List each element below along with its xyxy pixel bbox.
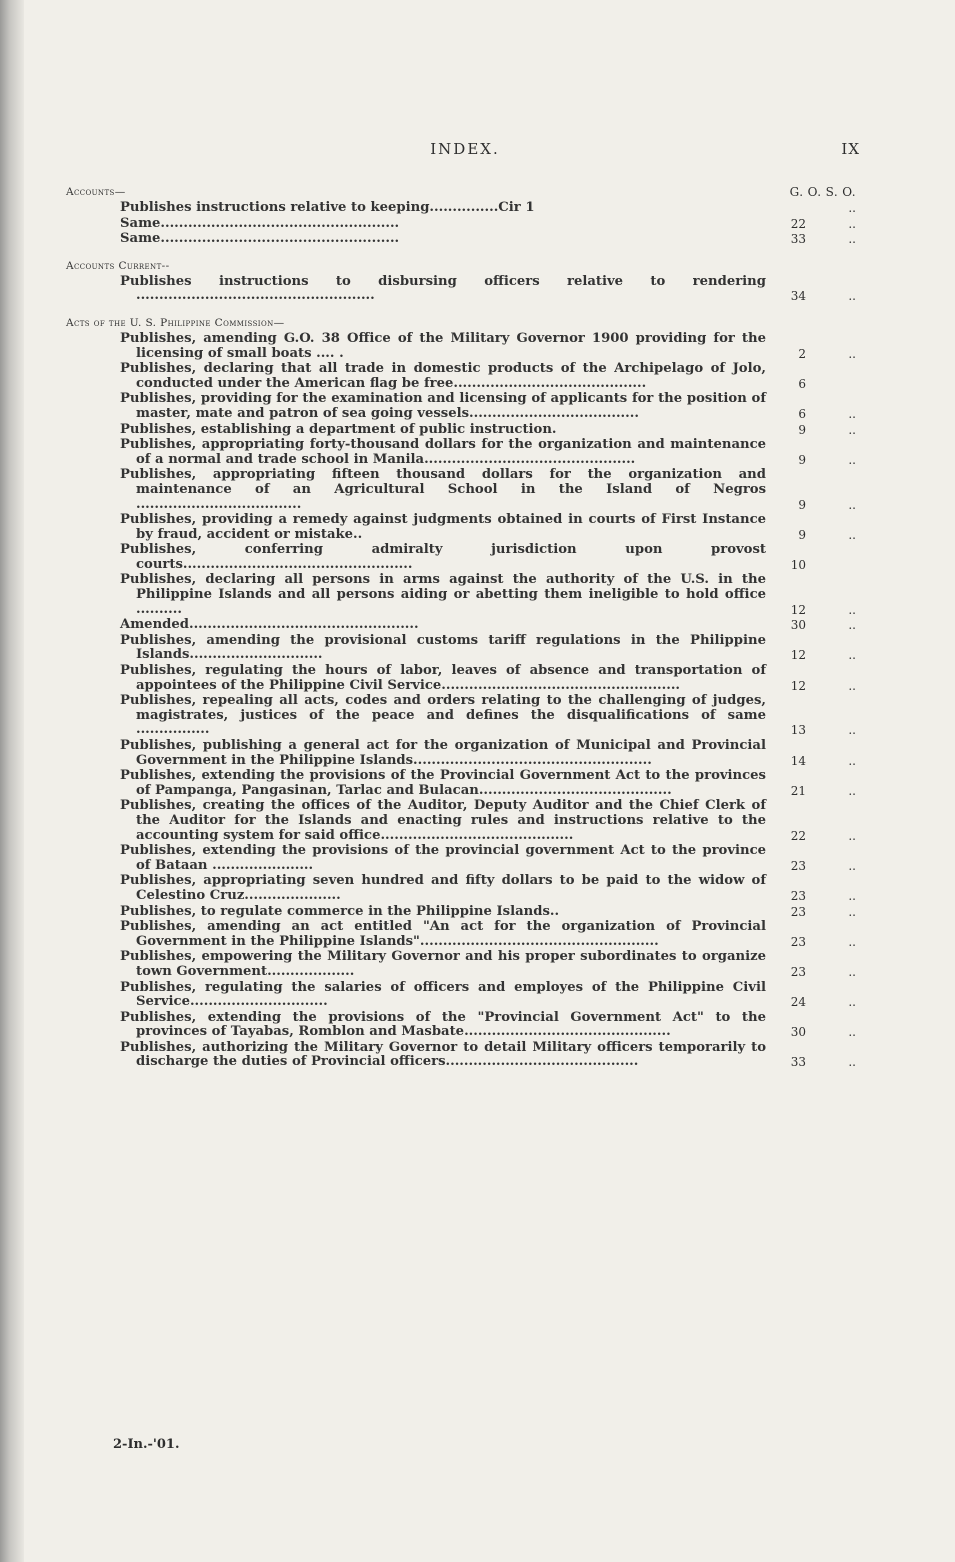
entry-order-number: 9	[798, 452, 806, 467]
entry-order-number: 23	[790, 904, 806, 919]
entry-text: Publishes, providing for the examination and licensing of applicants for the position of master, mate and patron of sea going vessels.....................................	[120, 391, 766, 421]
entry-text: Publishes, repealing all acts, codes and orders relating to the challenging of judges, magistrates, justices of the peace and defines the disqualifications of same ................	[120, 693, 766, 738]
entry-order-number: 33	[790, 1055, 806, 1070]
entry-second-column: ..	[848, 858, 856, 873]
entry-order-number: 2	[798, 346, 806, 361]
index-entry	[120, 739, 856, 768]
page-number: IX	[841, 140, 860, 158]
entry-second-column: ..	[848, 888, 856, 903]
entry-order-number: 9	[798, 422, 806, 437]
entry-order-number: 14	[790, 753, 806, 768]
index-entry	[120, 275, 856, 304]
entry-second-column: ..	[848, 678, 856, 693]
entry-order-number: 34	[790, 289, 806, 304]
entry-second-column: ..	[848, 527, 856, 542]
entry-order-number: 23	[790, 964, 806, 979]
index-entry	[120, 981, 856, 1010]
entry-second-column: ..	[848, 452, 856, 467]
entry-order-number: 24	[790, 995, 806, 1010]
index-entry	[120, 618, 856, 633]
index-entry	[120, 573, 856, 617]
entry-second-column: ..	[848, 289, 856, 304]
entry-order-number: 23	[790, 934, 806, 949]
entry-order-number: 30	[790, 1025, 806, 1040]
section-header	[66, 314, 856, 332]
index-entry	[120, 543, 856, 572]
index-entry	[120, 332, 856, 361]
entry-text: Same....................................................	[120, 215, 400, 231]
index-entry	[120, 799, 856, 843]
entry-second-column: ..	[848, 753, 856, 768]
entry-text: Publishes, appropriating forty-thousand dollars for the organization and maintenance of a normal and trade school in Manila..............................................	[120, 437, 766, 467]
entry-text: Publishes instructions relative to keeping...............Cir 1	[120, 200, 535, 215]
entry-second-column: ..	[848, 783, 856, 798]
entry-second-column: ..	[848, 995, 856, 1010]
entry-second-column: ..	[848, 828, 856, 843]
index-section	[66, 183, 856, 247]
entry-second-column: ..	[848, 406, 856, 421]
entry-text: Publishes, appropriating fifteen thousand dollars for the organization and maintenance of an Agricultural School in the Island of Negros ....................................	[120, 467, 766, 512]
entry-order-number: 10	[790, 557, 806, 572]
index-entry	[120, 905, 856, 920]
index-entry	[120, 362, 856, 391]
entry-text: Publishes, extending the provisions of the provincial government Act to the province of Bataan ......................	[120, 843, 766, 873]
section-title: Acts of the U. S. Philippine Commission—	[66, 316, 285, 329]
entry-second-column: ..	[848, 602, 856, 617]
entry-order-number: 13	[790, 723, 806, 738]
entry-text: Publishes, creating the offices of the Auditor, Deputy Auditor and the Chief Clerk of the Auditor for the Islands and enacting rules and instructions relative to the accounting system for said office..........................................	[120, 798, 766, 843]
index-entry	[120, 423, 856, 438]
index-entry	[120, 201, 856, 216]
entry-second-column: ..	[848, 964, 856, 979]
entry-text: Publishes, conferring admiralty jurisdiction upon provost courts..................................................	[120, 542, 766, 572]
entry-order-number: 22	[790, 828, 806, 843]
entry-order-number: 6	[798, 376, 806, 391]
index-content	[66, 183, 856, 1080]
index-entry	[120, 392, 856, 421]
index-entry	[120, 1011, 856, 1040]
entry-text: Publishes, providing a remedy against judgments obtained in courts of First Instance by fraud, accident or mistake..	[120, 512, 766, 542]
entry-order-number: 30	[790, 618, 806, 633]
index-entry	[120, 232, 856, 247]
entry-second-column: ..	[848, 346, 856, 361]
entry-order-number: 12	[790, 678, 806, 693]
index-entry	[120, 950, 856, 979]
section-title: Accounts—	[66, 186, 126, 198]
entry-order-number: 21	[790, 783, 806, 798]
entry-order-number: 22	[790, 216, 806, 231]
index-section	[66, 257, 856, 304]
entry-order-number: 12	[790, 602, 806, 617]
entry-order-number: 33	[790, 232, 806, 247]
entry-order-number: 23	[790, 858, 806, 873]
index-entry	[120, 468, 856, 512]
page-title: INDEX.	[430, 140, 500, 158]
index-entry	[120, 438, 856, 467]
entry-text: Publishes, regulating the salaries of officers and employes of the Philippine Civil Service..............................	[120, 979, 766, 1010]
entry-text: Same....................................................	[120, 231, 400, 247]
section-header	[66, 183, 856, 201]
index-entry	[120, 634, 856, 663]
entry-second-column: ..	[848, 216, 856, 231]
entry-text: Publishes, extending the provisions of the Provincial Government Act to the provinces of Pampanga, Pangasinan, Tarlac and Bulacan..........................................	[120, 768, 766, 798]
entry-text: Publishes, appropriating seven hundred and fifty dollars to be paid to the widow of Celestino Cruz.....................	[120, 873, 766, 903]
entry-text: Publishes, amending the provisional customs tariff regulations in the Philippine Islands.............................	[120, 632, 766, 663]
entry-second-column: ..	[848, 648, 856, 663]
entry-text: Publishes, amending an act entitled "An act for the organization of Provincial Government in the Philippine Islands"....................................................	[120, 919, 766, 949]
entry-second-column: ..	[848, 201, 856, 215]
entry-second-column: ..	[848, 497, 856, 512]
index-entry	[120, 844, 856, 873]
entry-order-number: 6	[798, 406, 806, 421]
entry-second-column: ..	[848, 904, 856, 919]
entry-text: Publishes, publishing a general act for the organization of Municipal and Provincial Government in the Philippine Islands....................................................	[120, 738, 766, 768]
index-entry	[120, 217, 856, 232]
index-entry	[120, 694, 856, 738]
entry-text: Publishes, empowering the Military Governor and his proper subordinates to organize town Government...................	[120, 949, 766, 979]
entry-second-column: ..	[848, 232, 856, 247]
entry-order-number: 9	[798, 497, 806, 512]
entry-second-column: ..	[848, 934, 856, 949]
index-entry	[120, 513, 856, 542]
entry-order-number: 9	[798, 527, 806, 542]
entry-text: Publishes, authorizing the Military Governor to detail Military officers temporarily to discharge the duties of Provincial officers..........................................	[120, 1039, 766, 1070]
section-header	[66, 257, 856, 275]
section-title: Accounts Current--	[66, 259, 170, 272]
entry-text: Publishes instructions to disbursing officers relative to rendering ....................................................	[120, 273, 766, 304]
entry-text: Publishes, amending G.O. 38 Office of the Military Governor 1900 providing for the licensing of small boats .... .	[120, 330, 766, 361]
entry-second-column: ..	[848, 723, 856, 738]
index-entry	[120, 920, 856, 949]
entry-text: Publishes, regulating the hours of labor, leaves of absence and transportation of appointees of the Philippine Civil Service....................................................	[120, 663, 766, 693]
page-header	[0, 140, 955, 164]
entry-second-column: ..	[848, 618, 856, 633]
entry-second-column: ..	[848, 1025, 856, 1040]
entry-second-column: ..	[848, 1055, 856, 1070]
index-entry	[120, 874, 856, 903]
entry-text: Publishes, declaring all persons in arms against the authority of the U.S. in the Philippine Islands and all persons aiding or abetting them ineligible to hold office ..........	[120, 572, 766, 617]
index-section	[66, 314, 856, 1070]
entry-order-number: 23	[790, 888, 806, 903]
entry-text: Publishes, establishing a department of public instruction.	[120, 421, 557, 437]
printer-signature: 2-In.-'01.	[113, 1437, 180, 1452]
index-entry	[120, 1041, 856, 1070]
entry-order-number: 12	[790, 648, 806, 663]
index-entry	[120, 664, 856, 693]
index-entry	[120, 769, 856, 798]
entry-second-column: ..	[848, 422, 856, 437]
entry-text: Publishes, extending the provisions of the "Provincial Government Act" to the provinces of Tayabas, Romblon and Masbate.............................................	[120, 1009, 766, 1040]
column-heading: G. O. S. O.	[789, 185, 856, 199]
entry-text: Publishes, declaring that all trade in domestic products of the Archipelago of Jolo, conducted under the American flag be free..........................................	[120, 361, 766, 391]
entry-text: Amended..................................................	[120, 617, 419, 633]
entry-text: Publishes, to regulate commerce in the Philippine Islands..	[120, 903, 560, 919]
